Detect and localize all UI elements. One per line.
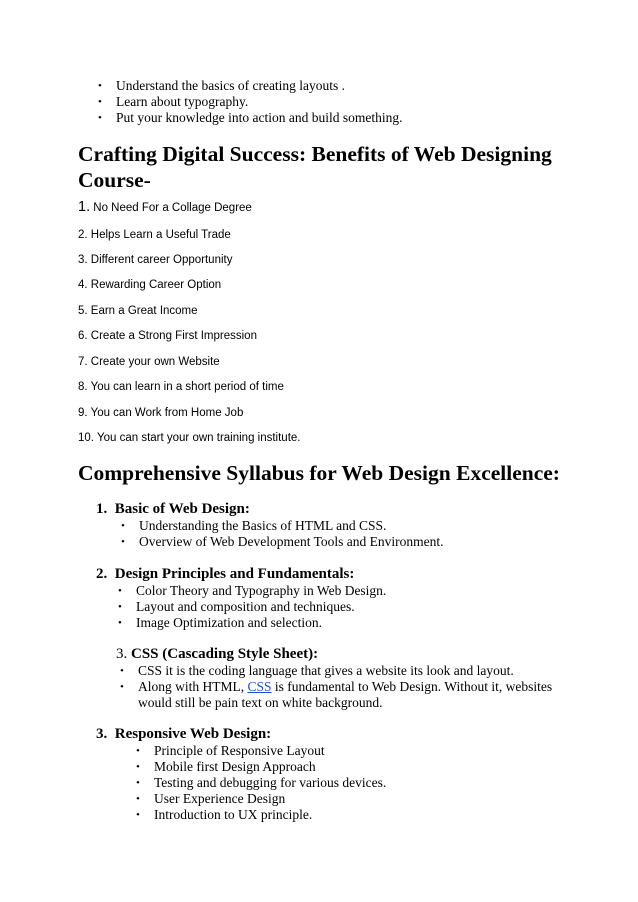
benefit-text: You can start your own training institute. [94, 432, 301, 444]
benefit-item [78, 329, 257, 343]
bullet-icon: • [120, 665, 124, 677]
benefit-number: 6. [78, 330, 88, 342]
syllabus-section-title [96, 565, 354, 583]
benefit-item [78, 253, 232, 267]
syllabus-section-title [96, 500, 250, 518]
benefit-item [78, 200, 252, 215]
benefit-number: 10. [78, 432, 94, 444]
bullet-icon: • [118, 617, 122, 629]
syllabus-item [118, 583, 387, 599]
intro-bullet-text: Put your knowledge into action and build something. [116, 110, 403, 125]
syllabus-item-text: Color Theory and Typography in Web Design. [136, 583, 387, 598]
bullet-icon: • [136, 761, 140, 773]
benefit-number: 8. [78, 381, 88, 393]
syllabus-item-text: Principle of Responsive Layout [154, 743, 325, 758]
benefit-item [78, 355, 220, 369]
section-title-text: Basic of Web Design: [114, 501, 250, 517]
bullet-icon: • [98, 96, 102, 108]
syllabus-item [136, 743, 325, 759]
css-link[interactable]: CSS [247, 679, 272, 694]
benefit-text: Helps Learn a Useful Trade [87, 229, 231, 241]
bullet-icon: • [98, 80, 102, 92]
benefit-text: You can Work from Home Job [87, 407, 244, 419]
benefit-text: Rewarding Career Option [87, 279, 222, 291]
syllabus-section-title [96, 725, 271, 743]
bullet-icon: • [136, 777, 140, 789]
syllabus-item [136, 791, 286, 807]
syllabus-item-text: User Experience Design [154, 791, 286, 806]
syllabus-item [118, 615, 322, 631]
syllabus-item-text: Layout and composition and techniques. [136, 599, 355, 614]
benefit-item [78, 431, 300, 445]
syllabus-item [118, 599, 355, 615]
syllabus-item-text: Overview of Web Development Tools and Environment. [139, 534, 444, 549]
section-number: 3. [116, 646, 128, 662]
benefit-number: 5. [78, 305, 88, 317]
intro-bullet-text: Learn about typography. [116, 94, 249, 109]
syllabus-item [121, 534, 444, 550]
benefit-item [78, 278, 221, 292]
intro-bullet [98, 110, 403, 126]
benefit-item [78, 228, 231, 242]
benefit-text: You can learn in a short period of time [87, 381, 284, 393]
section-number: 1. [96, 501, 108, 517]
syllabus-item-text: Mobile first Design Approach [154, 759, 316, 774]
syllabus-heading: Comprehensive Syllabus for Web Design Excellence: [78, 461, 560, 485]
syllabus-item [136, 759, 316, 775]
benefit-number: 2. [78, 229, 88, 241]
benefit-text: Create your own Website [87, 356, 220, 368]
bullet-icon: • [120, 681, 124, 693]
syllabus-item [136, 775, 387, 791]
syllabus-item-text: Testing and debugging for various devices. [154, 775, 387, 790]
syllabus-item-text-after: is fundamental to Web Design. Without it, websites [271, 679, 553, 694]
section-title-text: Responsive Web Design: [114, 726, 272, 742]
benefit-number: 7. [78, 356, 88, 368]
benefit-text: Different career Opportunity [87, 254, 233, 266]
benefit-text: Create a Strong First Impression [87, 330, 257, 342]
bullet-icon: • [136, 793, 140, 805]
bullet-icon: • [118, 585, 122, 597]
intro-bullet [98, 94, 249, 110]
benefit-number: 3. [78, 254, 88, 266]
syllabus-item [121, 518, 387, 534]
benefit-item [78, 380, 284, 394]
benefit-item [78, 304, 198, 318]
syllabus-item-continuation: would still be pain text on white background. [138, 695, 383, 710]
bullet-icon: • [98, 112, 102, 124]
syllabus-item [120, 663, 514, 679]
syllabus-section-title [116, 645, 318, 663]
syllabus-item-text-before: Along with HTML, [138, 679, 248, 694]
syllabus-item [120, 679, 553, 695]
benefits-heading [78, 141, 552, 193]
syllabus-item-text: CSS it is the coding language that gives a website its look and layout. [138, 663, 514, 678]
benefit-number: 9. [78, 407, 88, 419]
bullet-icon: • [121, 536, 125, 548]
benefit-text: No Need For a Collage Degree [90, 202, 252, 214]
benefit-item [78, 406, 243, 420]
section-number: 2. [96, 566, 108, 582]
benefit-number: 4. [78, 279, 88, 291]
benefit-number: 1. [78, 199, 91, 215]
bullet-icon: • [136, 745, 140, 757]
section-title-text: CSS (Cascading Style Sheet): [131, 646, 319, 662]
section-number: 3. [96, 726, 108, 742]
bullet-icon: • [118, 601, 122, 613]
syllabus-item [136, 807, 313, 823]
section-title-text: Design Principles and Fundamentals: [114, 566, 355, 582]
syllabus-item-text: Image Optimization and selection. [136, 615, 322, 630]
syllabus-item-text: Introduction to UX principle. [154, 807, 313, 822]
benefit-text: Earn a Great Income [87, 305, 198, 317]
intro-bullet [98, 78, 346, 94]
benefits-heading-line2: Course- [78, 168, 151, 192]
bullet-icon: • [121, 520, 125, 532]
syllabus-item-text: Understanding the Basics of HTML and CSS. [139, 518, 387, 533]
intro-bullet-text: Understand the basics of creating layouts . [116, 78, 346, 93]
bullet-icon: • [136, 809, 140, 821]
benefits-heading-line1: Crafting Digital Success: Benefits of Web Designing [78, 142, 552, 166]
